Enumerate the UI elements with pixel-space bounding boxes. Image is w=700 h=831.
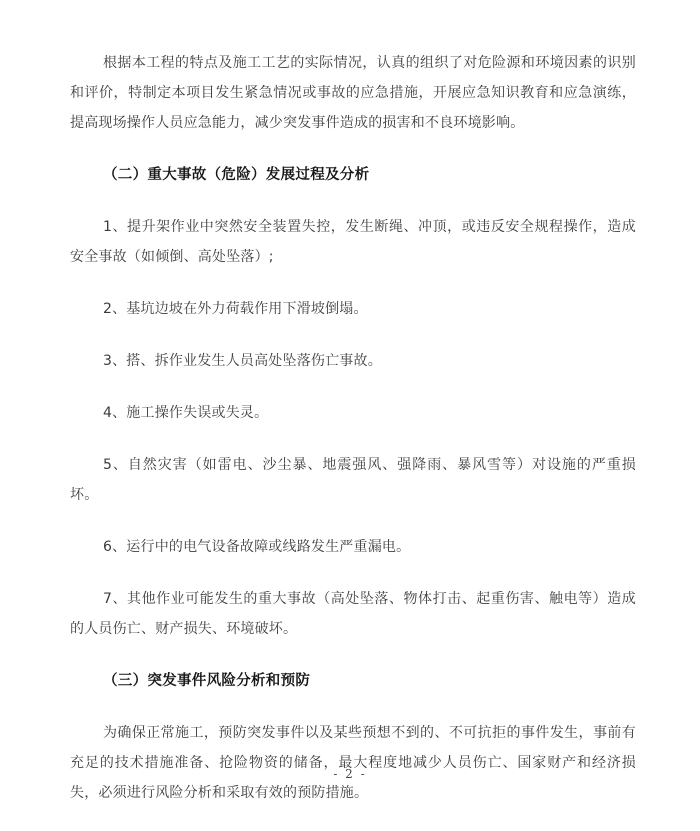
- list-item-7: 7、其他作业可能发生的重大事故（高处坠落、物体打击、起重伤害、触电等）造成的人员伤亡、财产损失、环境破坏。: [70, 591, 636, 637]
- intro-paragraph: 根据本工程的特点及施工工艺的实际情况，认真的组织了对危险源和环境因素的识别和评价，特制定本项目发生紧急情况或事故的应急措施，开展应急知识教育和应急演练，提高现场操作人员应急能力，减少突发事件造成的损害和不良环境影响。: [70, 55, 636, 131]
- page-footer: [0, 763, 700, 782]
- section-heading-2: （二）重大事故（危险）发展过程及分析: [103, 167, 370, 183]
- page-number: - 2 -: [333, 767, 367, 781]
- section-heading-3: （三）突发事件风险分析和预防: [103, 673, 311, 689]
- list-item-1: 1、提升架作业中突然安全装置失控，发生断绳、冲顶，或违反安全规程操作，造成安全事故（如倾倒、高处坠落）;: [70, 219, 636, 265]
- list-item-6: 6、运行中的电气设备故障或线路发生严重漏电。: [103, 539, 411, 555]
- list-item-3: 3、搭、拆作业发生人员高处坠落伤亡事故。: [103, 353, 382, 369]
- list-item-2: 2、基坑边坡在外力荷载作用下滑坡倒塌。: [103, 301, 368, 317]
- list-item-5: 5、自然灾害（如雷电、沙尘暴、地震强风、强降雨、暴风雪等）对设施的严重损坏。: [70, 457, 636, 503]
- list-item-4: 4、施工操作失误或失灵。: [103, 405, 269, 421]
- section3-paragraph: 为确保正常施工，预防突发事件以及某些预想不到的、不可抗拒的事件发生，事前有充足的技术措施准备、抢险物资的储备，最大程度地减少人员伤亡、国家财产和经济损失，必须进行风险分析和采取有效的预防措施。: [70, 725, 636, 801]
